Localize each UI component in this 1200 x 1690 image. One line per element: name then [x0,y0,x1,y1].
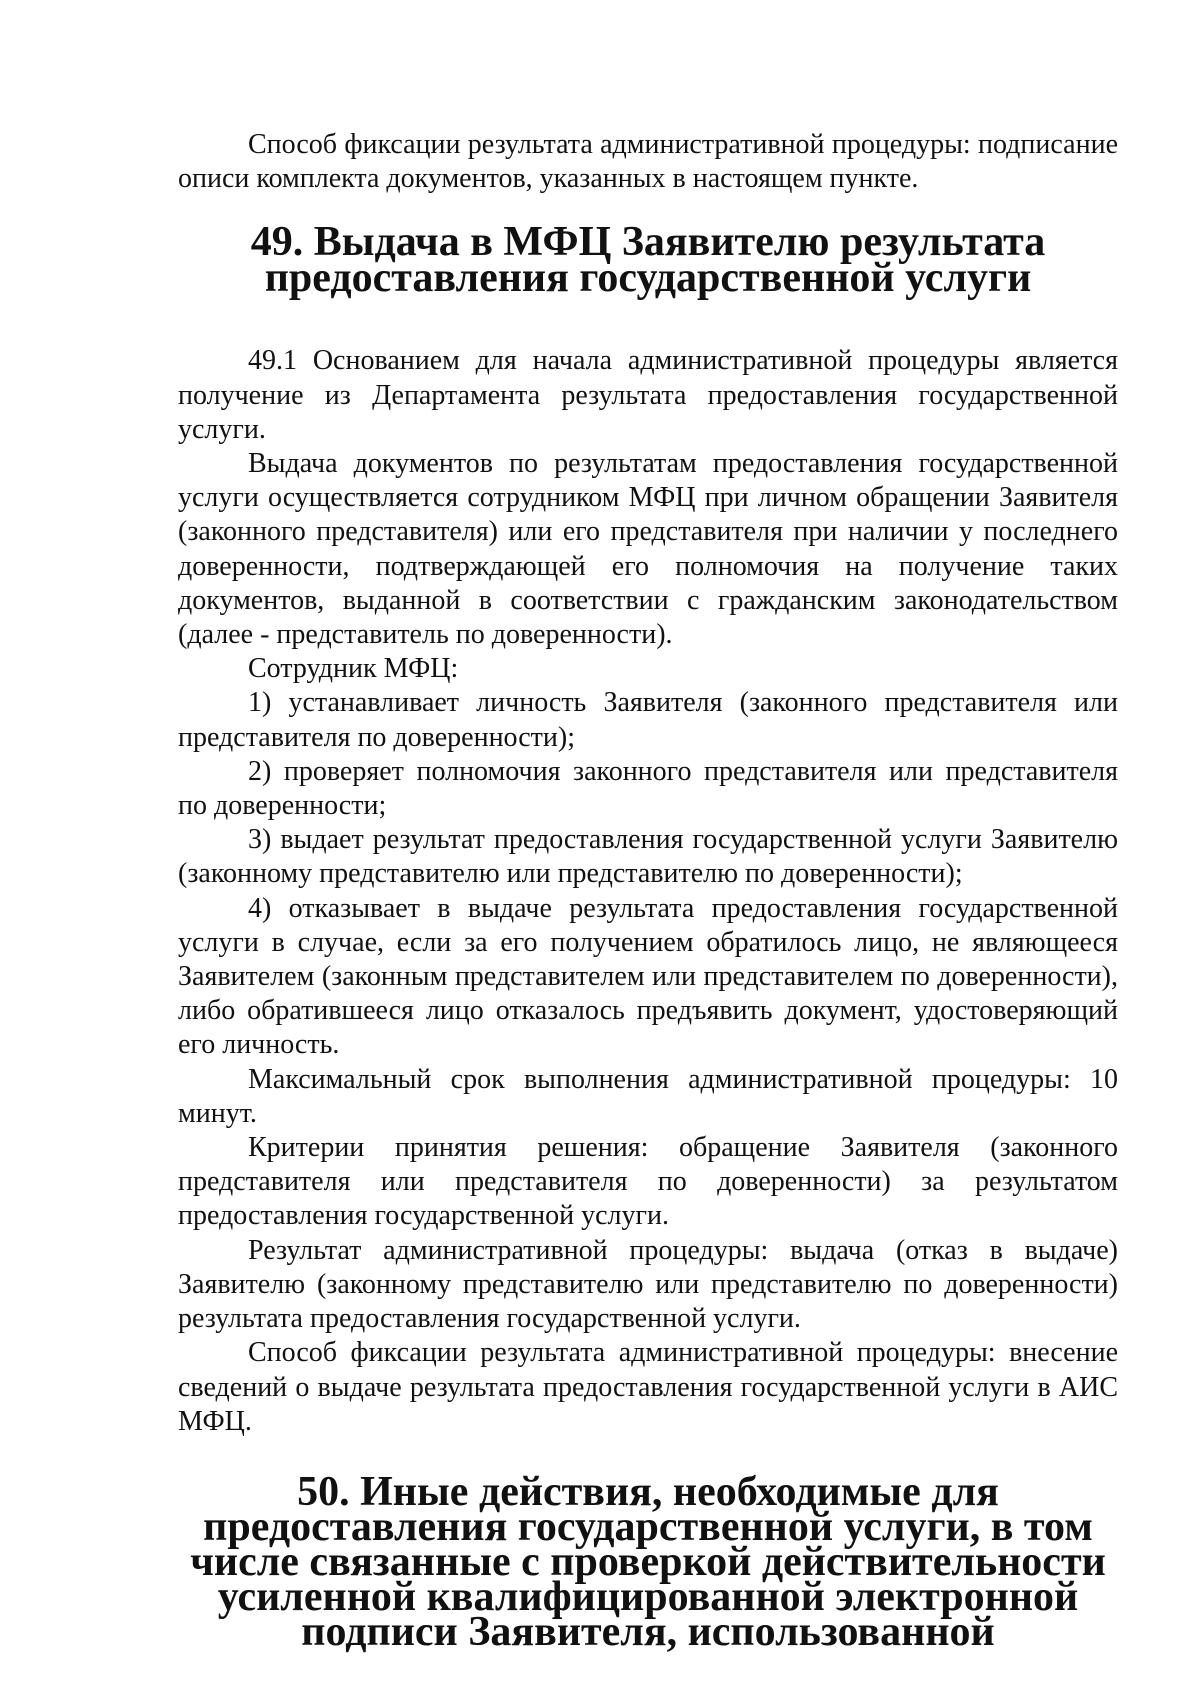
section-49-paragraph-3: Сотрудник МФЦ: [248,653,459,685]
section-49-paragraph-2: Выдача документов по результатам предоставления государственной услуги осуществляется сотрудником МФЦ при личном обращении Заявителя (законного представителя) или его представителя при наличии у последнего доверенности, подтверждающей его полномочия на получение таких документов, выданной в соответствии с гражданским законодательством (далее - представитель по доверенности). [178,448,1118,651]
section-49-paragraph-fixation: Способ фиксации результата административной процедуры: внесение сведений о выдаче результата предоставления государственной услуги в АИС МФЦ. [178,1337,1118,1437]
section-49-list-item-2: 2) проверяет полномочия законного представителя или представителя по доверенности; [178,755,1118,822]
section-49-list-item-4: 4) отказывает в выдаче результата предоставления государственной услуги в случае, если за его получением обратилось лицо, не являющееся Заявителем (законным представителем или представителем по доверенности), либо обратившееся лицо отказалось предъявить документ, удостоверяющий его личность. [178,892,1118,1061]
section-49-paragraph-result: Результат административной процедуры: выдача (отказ в выдаче) Заявителю (законному представителю или представителю по доверенности) результата предоставления государственной услуги. [178,1234,1118,1335]
intro-paragraph: Способ фиксации результата административной процедуры: подписание описи комплекта документов, указанных в настоящем пункте. [178,129,1118,195]
section-49-list-item-3: 3) выдает результат предоставления государственной услуги Заявителю (законному представителю или представителю по доверенности); [178,824,1118,890]
section-50-heading: 50. Иные действия, необходимые для предоставления государственной услуги, в том числе связанные с проверкой действительности усиленной квалифицированной электронной подписи Заявителя, использованной [190,1468,1106,1655]
section-49-list-item-1: 1) устанавливает личность Заявителя (законного представителя или представителя по доверенности); [178,687,1118,753]
section-49-paragraph-criteria: Критерии принятия решения: обращение Заявителя (законного представителя или представителя по доверенности) за результатом предоставления государственной услуги. [178,1132,1118,1232]
document-page [178,128,1118,1655]
section-49-paragraph-1: 49.1 Основанием для начала административной процедуры является получение из Департамента результата предоставления государственной услуги. [178,345,1118,445]
section-49-paragraph-max-time: Максимальный срок выполнения административной процедуры: 10 минут. [178,1063,1118,1129]
section-49-heading: 49. Выдача в МФЦ Заявителю результата предоставления государственной услуги [250,219,1046,302]
